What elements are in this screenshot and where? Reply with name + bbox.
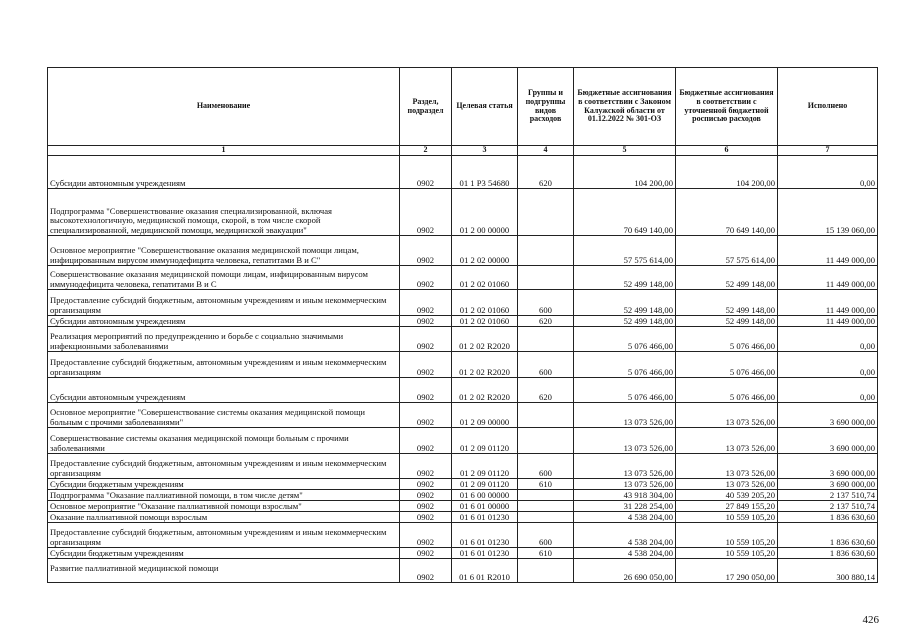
- budget-table: [47, 67, 878, 583]
- row-executed: 0,00: [778, 378, 878, 403]
- row-target: 01 6 01 R2010: [452, 559, 518, 583]
- table-row: [48, 266, 878, 290]
- row-target: 01 6 01 01230: [452, 548, 518, 559]
- row-section: 0902: [400, 512, 452, 523]
- row-budget-refined: 13 073 526,00: [676, 428, 778, 454]
- row-budget-law: 13 073 526,00: [574, 479, 676, 490]
- row-executed: 15 139 060,00: [778, 189, 878, 236]
- row-budget-law: 5 076 466,00: [574, 352, 676, 378]
- row-section: 0902: [400, 559, 452, 583]
- row-budget-law: 70 649 140,00: [574, 189, 676, 236]
- row-target: 01 2 02 01060: [452, 266, 518, 290]
- row-section: 0902: [400, 523, 452, 548]
- row-budget-law: 26 690 050,00: [574, 559, 676, 583]
- row-name: Оказание паллиативной помощи взрослым: [48, 512, 400, 523]
- row-target: 01 2 02 R2020: [452, 352, 518, 378]
- row-budget-law: 43 918 304,00: [574, 490, 676, 501]
- table-row: [48, 327, 878, 352]
- row-group: 620: [518, 316, 574, 327]
- row-executed: 11 449 000,00: [778, 266, 878, 290]
- row-budget-refined: 13 073 526,00: [676, 479, 778, 490]
- row-executed: 0,00: [778, 352, 878, 378]
- row-target: 01 6 01 01230: [452, 523, 518, 548]
- row-budget-law: 31 228 254,00: [574, 501, 676, 512]
- row-executed: 3 690 000,00: [778, 403, 878, 428]
- row-group: 600: [518, 352, 574, 378]
- row-name: Основное мероприятие "Совершенствование оказания медицинской помощи лицам, инфицированным вирусом иммунодефицита человека, гепатитами В и С": [48, 236, 400, 266]
- row-executed: 300 880,14: [778, 559, 878, 583]
- row-section: 0902: [400, 290, 452, 316]
- row-group: [518, 327, 574, 352]
- table-row: [48, 548, 878, 559]
- row-budget-refined: 52 499 148,00: [676, 266, 778, 290]
- table-body: [48, 156, 878, 583]
- row-budget-law: 4 538 204,00: [574, 548, 676, 559]
- row-budget-refined: 27 849 155,20: [676, 501, 778, 512]
- row-group: 600: [518, 454, 574, 479]
- row-budget-refined: 104 200,00: [676, 156, 778, 189]
- row-budget-law: 57 575 614,00: [574, 236, 676, 266]
- row-section: 0902: [400, 454, 452, 479]
- row-budget-refined: 5 076 466,00: [676, 378, 778, 403]
- column-number: 5: [574, 146, 676, 156]
- row-target: 01 2 02 01060: [452, 290, 518, 316]
- column-number: 1: [48, 146, 400, 156]
- row-executed: 0,00: [778, 156, 878, 189]
- row-budget-law: 13 073 526,00: [574, 454, 676, 479]
- header-budget-law: Бюджетные ассигнования в соответствии с Законом Калужской области от 01.12.2022 № 301-ОЗ: [574, 68, 676, 146]
- row-name: Совершенствование оказания медицинской помощи лицам, инфицированным вирусом иммунодефицита человека, гепатитами В и С: [48, 266, 400, 290]
- table-row: [48, 189, 878, 236]
- row-budget-refined: 52 499 148,00: [676, 316, 778, 327]
- row-name: Субсидии автономным учреждениям: [48, 156, 400, 189]
- row-section: 0902: [400, 479, 452, 490]
- row-budget-refined: 17 290 050,00: [676, 559, 778, 583]
- row-group: 600: [518, 523, 574, 548]
- table-row: [48, 290, 878, 316]
- row-target: 01 1 P3 54680: [452, 156, 518, 189]
- row-budget-refined: 10 559 105,20: [676, 523, 778, 548]
- row-budget-refined: 70 649 140,00: [676, 189, 778, 236]
- column-number: 6: [676, 146, 778, 156]
- row-group: [518, 236, 574, 266]
- row-target: 01 2 00 00000: [452, 189, 518, 236]
- row-name: Предоставление субсидий бюджетным, автономным учреждениям и иным некоммерческим организациям: [48, 352, 400, 378]
- row-group: [518, 501, 574, 512]
- table-row: [48, 428, 878, 454]
- table-row: [48, 454, 878, 479]
- row-name: Основное мероприятие "Совершенствование системы оказания медицинской помощи больным с прочими заболеваниями": [48, 403, 400, 428]
- row-executed: 3 690 000,00: [778, 428, 878, 454]
- table-row: [48, 156, 878, 189]
- table-row: [48, 403, 878, 428]
- row-executed: 11 449 000,00: [778, 316, 878, 327]
- row-target: 01 2 02 R2020: [452, 378, 518, 403]
- header-target: Целевая статья: [452, 68, 518, 146]
- row-group: [518, 559, 574, 583]
- table-row: [48, 559, 878, 583]
- header-groups: Группы и подгруппы видов расходов: [518, 68, 574, 146]
- row-section: 0902: [400, 236, 452, 266]
- row-name: Подпрограмма "Оказание паллиативной помощи, в том числе детям": [48, 490, 400, 501]
- row-name: Развитие паллиативной медицинской помощи: [48, 559, 400, 583]
- row-target: 01 6 00 00000: [452, 490, 518, 501]
- header-budget-refined: Бюджетные ассигнования в соответствии с уточненной бюджетной росписью расходов: [676, 68, 778, 146]
- row-target: 01 2 09 01120: [452, 479, 518, 490]
- row-group: [518, 512, 574, 523]
- row-executed: 11 449 000,00: [778, 236, 878, 266]
- row-group: [518, 490, 574, 501]
- column-number: 2: [400, 146, 452, 156]
- row-budget-law: 52 499 148,00: [574, 290, 676, 316]
- row-group: 620: [518, 378, 574, 403]
- row-group: 620: [518, 156, 574, 189]
- row-name: Субсидии бюджетным учреждениям: [48, 548, 400, 559]
- row-executed: 0,00: [778, 327, 878, 352]
- column-number: 7: [778, 146, 878, 156]
- row-section: 0902: [400, 501, 452, 512]
- row-section: 0902: [400, 428, 452, 454]
- row-section: 0902: [400, 490, 452, 501]
- row-target: 01 2 02 01060: [452, 316, 518, 327]
- table-row: [48, 490, 878, 501]
- row-group: 600: [518, 290, 574, 316]
- row-executed: 11 449 000,00: [778, 290, 878, 316]
- row-budget-refined: 10 559 105,20: [676, 548, 778, 559]
- row-group: [518, 189, 574, 236]
- row-group: [518, 403, 574, 428]
- row-name: Подпрограмма "Совершенствование оказания специализированной, включая высокотехнологичную, медицинской помощи, скорой, в том числе скорой специализированной, медицинской помощи, медицинской эвакуации": [48, 189, 400, 236]
- row-budget-law: 104 200,00: [574, 156, 676, 189]
- page-number: 426: [862, 614, 879, 626]
- table-row: [48, 378, 878, 403]
- row-budget-refined: 13 073 526,00: [676, 403, 778, 428]
- row-budget-refined: 5 076 466,00: [676, 352, 778, 378]
- row-budget-refined: 52 499 148,00: [676, 290, 778, 316]
- row-executed: 1 836 630,60: [778, 548, 878, 559]
- row-section: 0902: [400, 189, 452, 236]
- row-executed: 1 836 630,60: [778, 523, 878, 548]
- row-group: [518, 428, 574, 454]
- row-budget-law: 52 499 148,00: [574, 316, 676, 327]
- column-number: 3: [452, 146, 518, 156]
- header-executed: Исполнено: [778, 68, 878, 146]
- row-name: Основное мероприятие "Оказание паллиативной помощи взрослым": [48, 501, 400, 512]
- row-executed: 3 690 000,00: [778, 454, 878, 479]
- table-row: [48, 236, 878, 266]
- row-target: 01 2 09 01120: [452, 454, 518, 479]
- row-target: 01 2 02 R2020: [452, 327, 518, 352]
- row-section: 0902: [400, 403, 452, 428]
- table-row: [48, 352, 878, 378]
- row-budget-law: 5 076 466,00: [574, 327, 676, 352]
- row-section: 0902: [400, 378, 452, 403]
- row-budget-law: 13 073 526,00: [574, 403, 676, 428]
- row-budget-law: 4 538 204,00: [574, 512, 676, 523]
- row-group: 610: [518, 548, 574, 559]
- row-name: Субсидии бюджетным учреждениям: [48, 479, 400, 490]
- row-target: 01 2 09 00000: [452, 403, 518, 428]
- row-executed: 3 690 000,00: [778, 479, 878, 490]
- row-target: 01 6 01 00000: [452, 501, 518, 512]
- table-row: [48, 523, 878, 548]
- row-executed: 1 836 630,60: [778, 512, 878, 523]
- header-name: Наименование: [48, 68, 400, 146]
- header-section: Раздел, подраздел: [400, 68, 452, 146]
- row-executed: 2 137 510,74: [778, 490, 878, 501]
- row-budget-refined: 57 575 614,00: [676, 236, 778, 266]
- row-name: Субсидии автономным учреждениям: [48, 378, 400, 403]
- row-group: 610: [518, 479, 574, 490]
- table-row: [48, 512, 878, 523]
- row-target: 01 2 09 01120: [452, 428, 518, 454]
- row-section: 0902: [400, 156, 452, 189]
- row-budget-refined: 5 076 466,00: [676, 327, 778, 352]
- table-row: [48, 479, 878, 490]
- row-budget-law: 52 499 148,00: [574, 266, 676, 290]
- row-budget-law: 5 076 466,00: [574, 378, 676, 403]
- row-name: Реализация мероприятий по предупреждению и борьбе с социально значимыми инфекционными заболеваниями: [48, 327, 400, 352]
- row-name: Предоставление субсидий бюджетным, автономным учреждениям и иным некоммерческим организациям: [48, 290, 400, 316]
- row-group: [518, 266, 574, 290]
- row-name: Совершенствование системы оказания медицинской помощи больным с прочими заболеваниями: [48, 428, 400, 454]
- row-name: Предоставление субсидий бюджетным, автономным учреждениям и иным некоммерческим организациям: [48, 454, 400, 479]
- row-budget-refined: 10 559 105,20: [676, 512, 778, 523]
- table-row: [48, 316, 878, 327]
- row-section: 0902: [400, 316, 452, 327]
- row-budget-law: 4 538 204,00: [574, 523, 676, 548]
- row-section: 0902: [400, 266, 452, 290]
- row-section: 0902: [400, 548, 452, 559]
- row-budget-law: 13 073 526,00: [574, 428, 676, 454]
- row-budget-refined: 40 539 205,20: [676, 490, 778, 501]
- row-executed: 2 137 510,74: [778, 501, 878, 512]
- row-budget-refined: 13 073 526,00: [676, 454, 778, 479]
- row-section: 0902: [400, 327, 452, 352]
- row-section: 0902: [400, 352, 452, 378]
- column-number: 4: [518, 146, 574, 156]
- table-row: [48, 501, 878, 512]
- row-name: Субсидии автономным учреждениям: [48, 316, 400, 327]
- row-target: 01 2 02 00000: [452, 236, 518, 266]
- row-target: 01 6 01 01230: [452, 512, 518, 523]
- row-name: Предоставление субсидий бюджетным, автономным учреждениям и иным некоммерческим организациям: [48, 523, 400, 548]
